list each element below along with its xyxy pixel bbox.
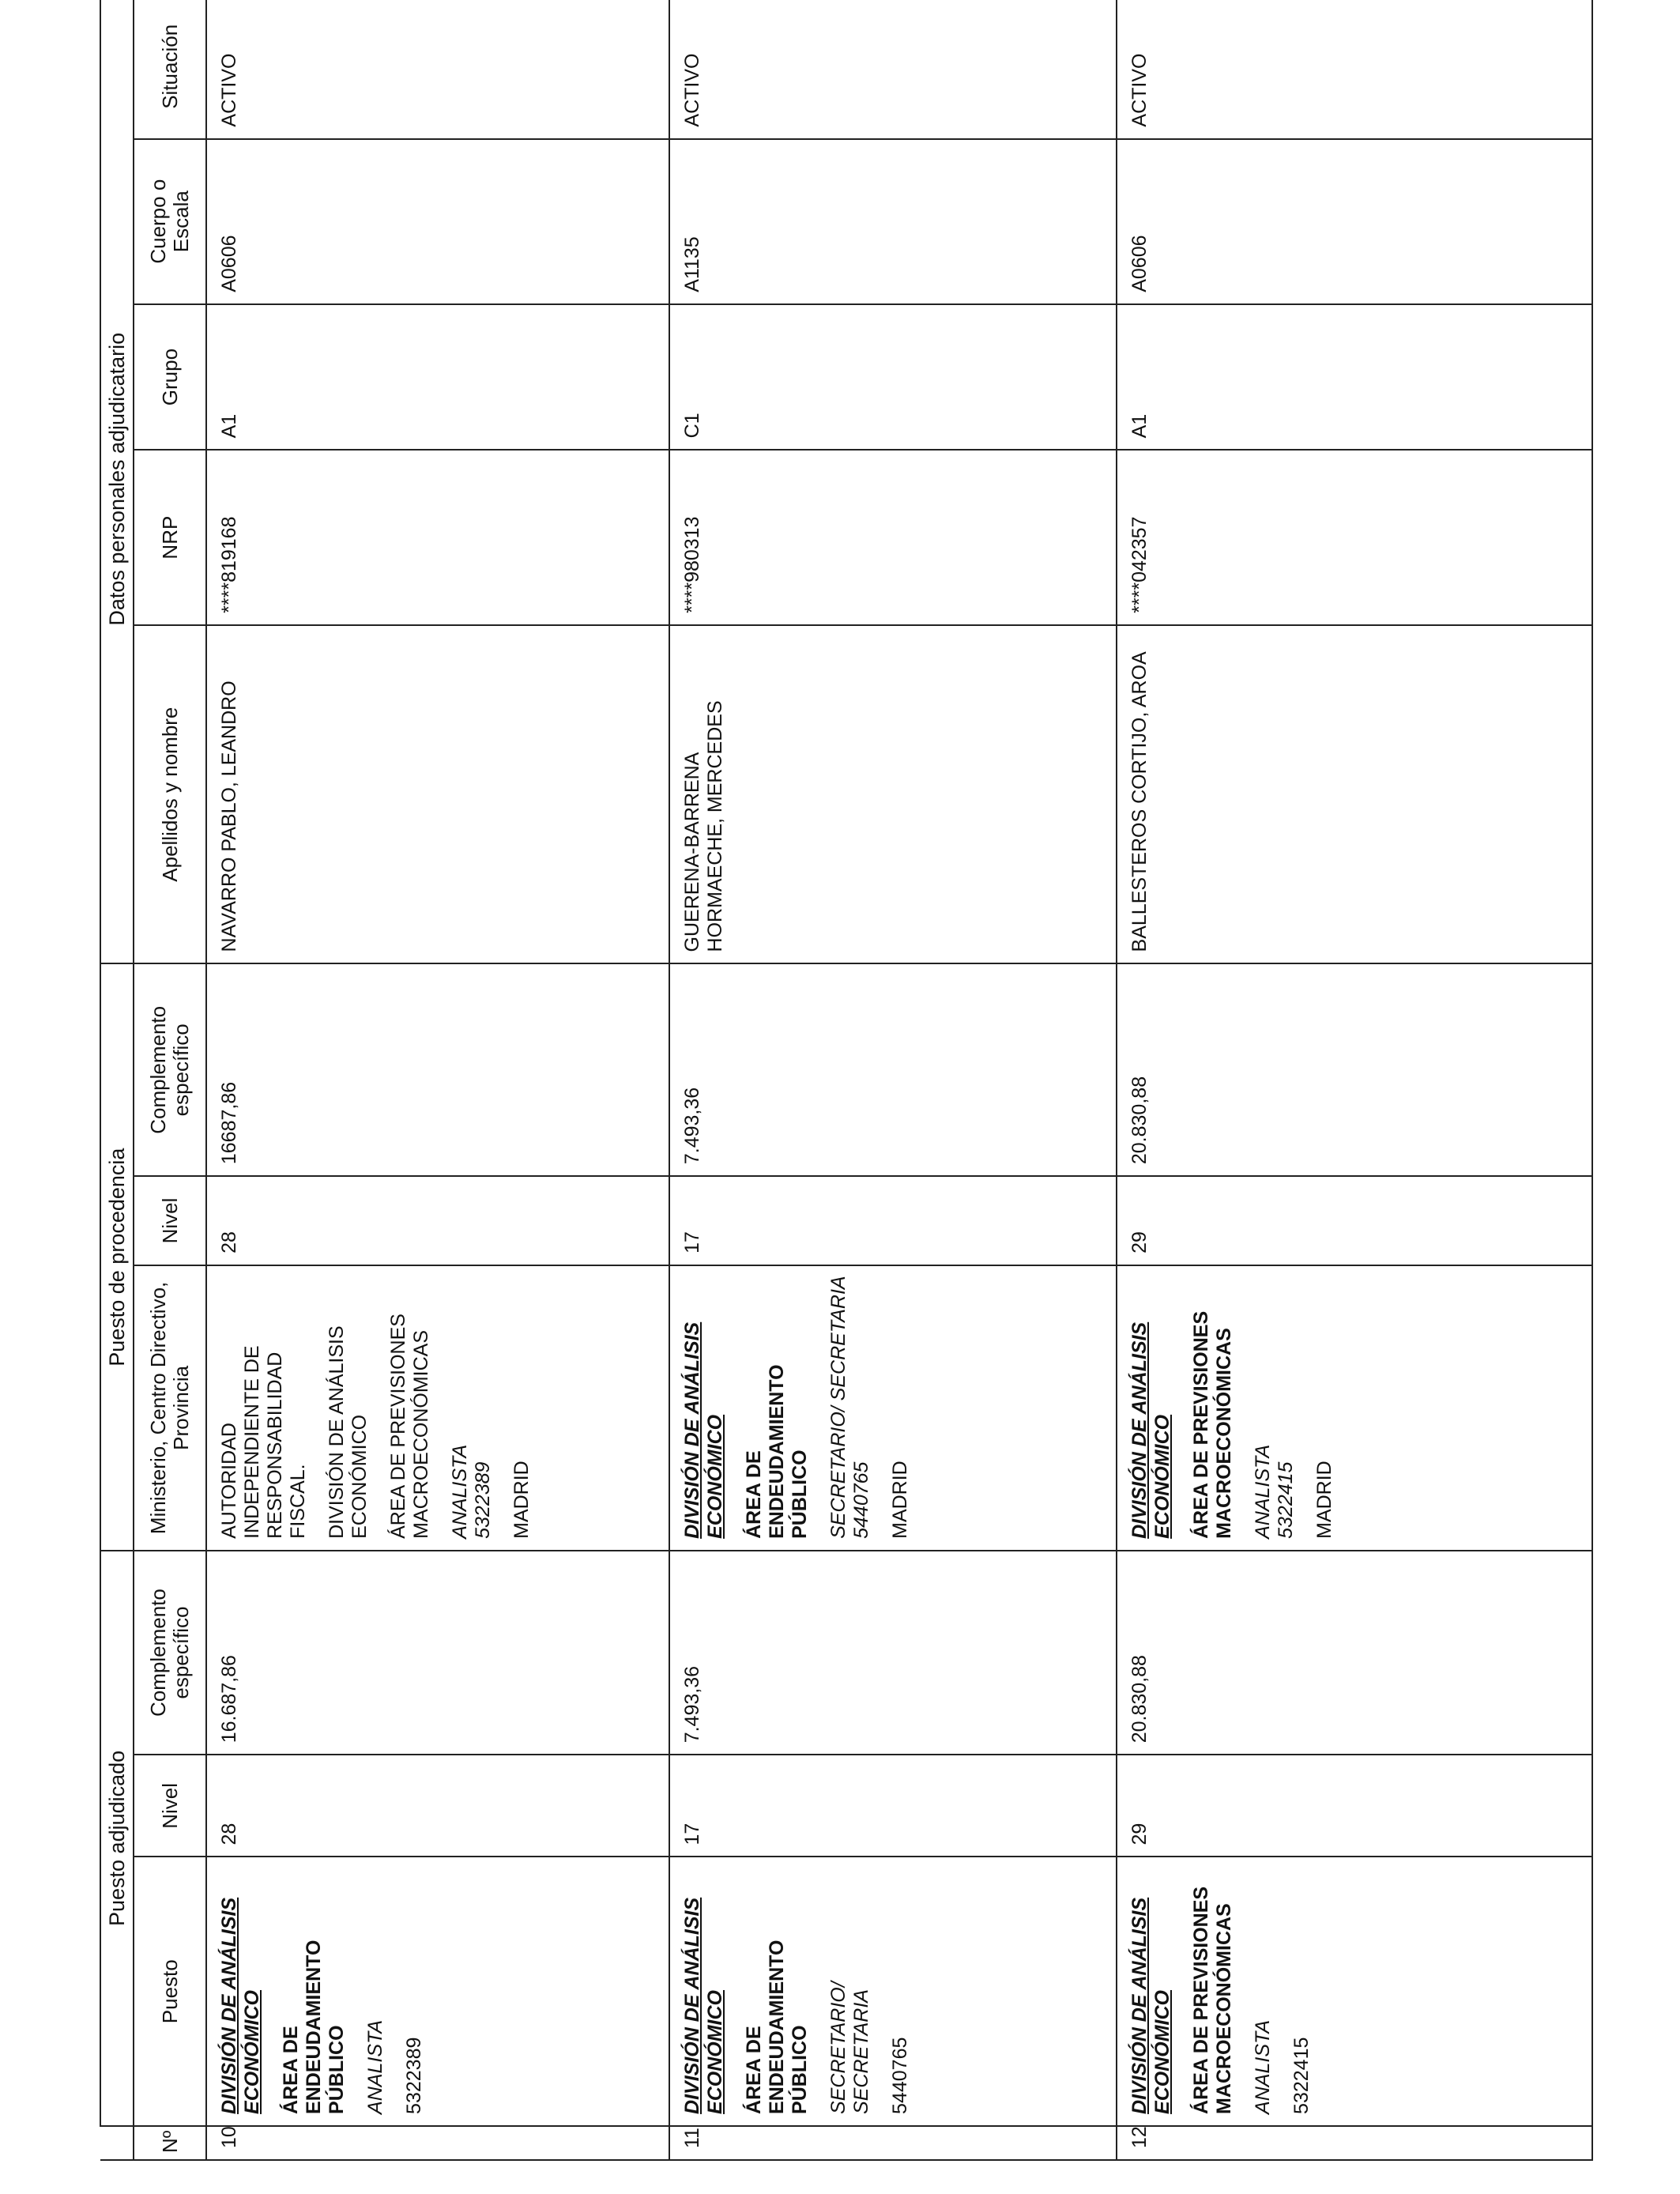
puesto-code: 5322389	[403, 2037, 425, 2114]
group-datos-personales: Datos personales adjudicatario	[100, 0, 134, 963]
group-spacer	[100, 2126, 134, 2160]
ministerio-area: ÁREA DE PREVISIONES MACROECONÓMICAS	[387, 1314, 432, 1539]
apellidos-cell: GUERENA-BARRENA HORMAECHE, MERCEDES	[669, 625, 1117, 964]
apellidos-cell: BALLESTEROS CORTIJO, AROA	[1117, 625, 1592, 964]
complemento-procedencia-cell: 7.493,36	[669, 963, 1117, 1176]
grupo-cell: C1	[669, 304, 1117, 450]
row-num: 11	[669, 2126, 1117, 2160]
nivel-procedencia-cell: 28	[206, 1176, 669, 1265]
complemento-cell: 7.493,36	[669, 1551, 1117, 1755]
ministerio-provincia: MADRID	[889, 1461, 911, 1539]
ministerio-code: 5440765	[850, 1461, 872, 1539]
cuerpo-cell: A1135	[669, 139, 1117, 304]
adjudication-table	[100, 0, 1593, 2161]
ministerio-code: 5322415	[1275, 1461, 1297, 1539]
grupo-cell: A1	[206, 304, 669, 450]
grupo-cell: A1	[1117, 304, 1592, 450]
header-nrp: NRP	[134, 450, 206, 624]
group-puesto-adjudicado: Puesto adjudicado	[100, 1551, 134, 2126]
ministerio-division: DIVISIÓN DE ANÁLISIS ECONÓMICO	[1128, 1321, 1173, 1539]
ministerio-role: SECRETARIO/ SECRETARIA	[827, 1276, 849, 1539]
nrp-cell: ****042357	[1117, 450, 1592, 624]
ministerio-cell	[1117, 1265, 1592, 1551]
header-nivel: Nivel	[134, 1755, 206, 1857]
ministerio-role: ANALISTA	[449, 1444, 471, 1539]
header-row	[134, 0, 206, 2160]
puesto-role: SECRETARIO/ SECRETARIA	[827, 1981, 872, 2114]
puesto-area: ÁREA DE ENDEUDAMIENTO PÚBLICO	[743, 1940, 811, 2114]
nrp-cell: ****980313	[669, 450, 1117, 624]
nivel-cell: 29	[1117, 1755, 1592, 1857]
puesto-code: 5440765	[889, 2037, 911, 2114]
situacion-cell: ACTIVO	[206, 0, 669, 139]
ministerio-cell	[669, 1265, 1117, 1551]
header-grupo: Grupo	[134, 304, 206, 450]
puesto-role: ANALISTA	[364, 2019, 386, 2114]
puesto-area: ÁREA DE ENDEUDAMIENTO PÚBLICO	[280, 1940, 348, 2114]
cuerpo-cell: A0606	[206, 139, 669, 304]
header-puesto: Puesto	[134, 1857, 206, 2126]
header-nivel-procedencia: Nivel	[134, 1176, 206, 1265]
table-row	[206, 0, 669, 2160]
nivel-procedencia-cell: 17	[669, 1176, 1117, 1265]
ministerio-role: ANALISTA	[1252, 1444, 1274, 1539]
complemento-cell: 16.687,86	[206, 1551, 669, 1755]
header-apellidos: Apellidos y nombre	[134, 625, 206, 964]
ministerio-area: ÁREA DE PREVISIONES MACROECONÓMICAS	[1190, 1310, 1235, 1539]
nivel-cell: 17	[669, 1755, 1117, 1857]
puesto-cell	[1117, 1857, 1592, 2126]
complemento-cell: 20.830,88	[1117, 1551, 1592, 1755]
ministerio-provincia: MADRID	[1313, 1461, 1335, 1539]
ministerio-code: 5322389	[472, 1461, 494, 1539]
ministerio-org: AUTORIDAD INDEPENDIENTE DE RESPONSABILIDAD FISCAL.	[218, 1345, 309, 1539]
situacion-cell: ACTIVO	[1117, 0, 1592, 139]
puesto-cell	[206, 1857, 669, 2126]
complemento-procedencia-cell: 20.830,88	[1117, 963, 1592, 1176]
ministerio-division: DIVISIÓN DE ANÁLISIS ECONÓMICO	[681, 1321, 726, 1539]
ministerio-area: ÁREA DE ENDEUDAMIENTO PÚBLICO	[743, 1364, 811, 1539]
puesto-division: DIVISIÓN DE ANÁLISIS ECONÓMICO	[681, 1897, 726, 2114]
puesto-cell	[669, 1857, 1117, 2126]
puesto-area: ÁREA DE PREVISIONES MACROECONÓMICAS	[1190, 1886, 1235, 2114]
header-complemento-procedencia: Complemento específico	[134, 963, 206, 1176]
complemento-procedencia-cell: 16687,86	[206, 963, 669, 1176]
nivel-cell: 28	[206, 1755, 669, 1857]
cuerpo-cell: A0606	[1117, 139, 1592, 304]
situacion-cell: ACTIVO	[669, 0, 1117, 139]
puesto-role: ANALISTA	[1252, 2019, 1274, 2114]
table-row	[1117, 0, 1592, 2160]
group-puesto-procedencia: Puesto de procedencia	[100, 963, 134, 1550]
table-row	[669, 0, 1117, 2160]
apellidos-cell: NAVARRO PABLO, LEANDRO	[206, 625, 669, 964]
row-num: 10	[206, 2126, 669, 2160]
header-ministerio: Ministerio, Centro Directivo, Provincia	[134, 1265, 206, 1551]
header-num: Nº	[134, 2126, 206, 2160]
header-complemento: Complemento específico	[134, 1551, 206, 1755]
ministerio-provincia: MADRID	[510, 1461, 533, 1539]
header-cuerpo: Cuerpo o Escala	[134, 139, 206, 304]
puesto-division: DIVISIÓN DE ANÁLISIS ECONÓMICO	[218, 1897, 263, 2114]
nivel-procedencia-cell: 29	[1117, 1176, 1592, 1265]
header-situacion: Situación	[134, 0, 206, 139]
ministerio-cell	[206, 1265, 669, 1551]
nrp-cell: ****819168	[206, 450, 669, 624]
ministerio-division: DIVISIÓN DE ANÁLISIS ECONÓMICO	[326, 1325, 371, 1539]
puesto-code: 5322415	[1290, 2037, 1313, 2114]
puesto-division: DIVISIÓN DE ANÁLISIS ECONÓMICO	[1128, 1897, 1173, 2114]
row-num: 12	[1117, 2126, 1592, 2160]
